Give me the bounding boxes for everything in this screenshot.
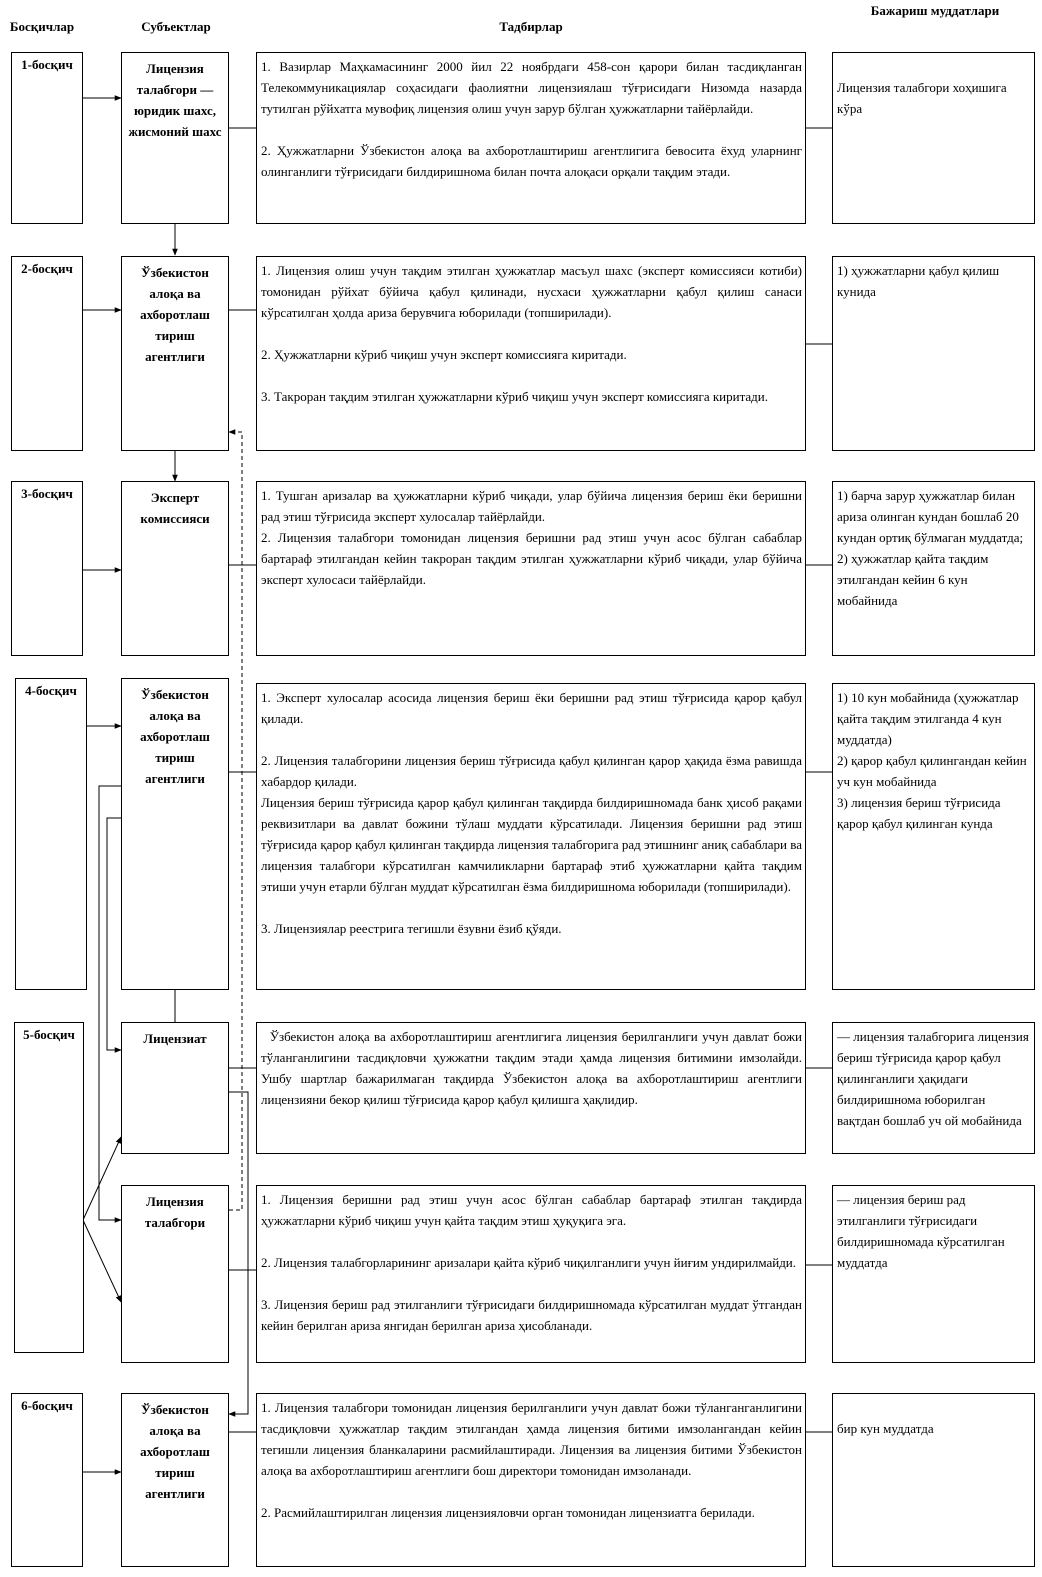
deadline-text: — лицензия талабгорига лицензия бериш тўғрисида қарор қабул қилинганлиги ҳақидаги билдиришнома юборилган вақтдан бошлаб уч ой мобайнида [837, 1029, 1029, 1128]
action-text: Ўзбекистон алоқа ва ахборотлаштириш агентлигига лицензия берилганлиги учун давлат божи тўланганлигини тасдиқловчи ҳужжатни тақдим этади ҳамда лицензия битимини имзолайди. Ушбу шартлар бажарилмаган тақдирда Ўзбекистон алоқа ва ахборотлаштириш агентлиги лицензияни бекор қилиш тўғрисида қарор қабул қилишга ҳақлидир. [261, 1029, 806, 1107]
actions-box-6 [256, 1185, 806, 1363]
arrow-stage5-licensee [83, 1137, 121, 1220]
actions-box-3 [256, 481, 806, 656]
action-text: 1. Вазирлар Маҳкамасининг 2000 йил 22 ноябрдаги 458-сон қарори билан тасдиқланган Телекоммуникациялар соҳасидаги фаолиятни лицензиялаш тўғрисидаги Низомда назарда тутилган рўйхатга мувофиқ лицензия олиш учун зарур бўлган ҳужжатларни тайёрлайди. [261, 59, 806, 116]
action-text: 2. Расмийлаштирилган лицензия лицензияловчи орган томонидан лицензиатга берилади. [261, 1505, 755, 1520]
deadline-text: 1) барча зарур ҳужжатлар билан ариза олинган кундан бошлаб 20 кундан ортиқ бўлмаган муддатда; [837, 488, 1024, 545]
deadline-text: — лицензия бериш рад этилганлиги тўғрисидаги билдиришномада кўрсатилган муддатда [837, 1192, 1005, 1270]
deadline-text: 1) 10 кун мобайнида (ҳужжатлар қайта тақдим этилганда 4 кун муддатда) [837, 690, 1019, 747]
subject-box-agency-6: Ўзбекистон алоқа ва ахборотлаш тириш агентлиги [121, 1393, 229, 1567]
header-stages: Босқичлар [9, 19, 75, 34]
deadline-box-5 [832, 1022, 1035, 1154]
action-text: 1. Лицензия беришни рад этиш учун асос бўлган сабаблар бартараф этилган тақдирда ҳужжатларни кўриб чиқиш учун қайта тақдим этиш ҳуқуқига эга. [261, 1192, 806, 1228]
actions-box-4 [256, 683, 806, 990]
actions-box-7 [256, 1393, 806, 1567]
action-text: 2. Лицензия талабгори томонидан лицензия беришни рад этиш учун асос бўлган сабаблар бартараф этилгандан кейин такроран тақдим этилган ҳужжатларни кўриб чиқади, улар бўйича эксперт хулосаси тайёрлайди. [261, 530, 806, 587]
deadline-text: Лицензия талабгори хоҳишига кўра [837, 80, 1007, 116]
actions-box-2 [256, 256, 806, 451]
arrow-stage5-applicant [83, 1220, 121, 1302]
subject-box-agency-2: Ўзбекистон алоқа ва ахборотлаш тириш агентлиги [121, 256, 229, 451]
deadline-text: 2) қарор қабул қилингандан кейин уч кун мобайнида [837, 753, 1027, 789]
stage-box-2: 2-босқич [11, 256, 83, 451]
action-text: Лицензия бериш тўғрисида қарор қабул қилинган тақдирда билдиришномада банк ҳисоб рақами реквизитлари ва давлат божини тўлаш муддати кўрсатилади. Лицензия беришни рад этиш тўғрисида қарор қабул қилинган тақдирда лицензия талабгорига рад этишнинг аниқ сабаблари ва лицензия талабгори кўрсатилган камчиликларни бартараф этиб ҳужжатларни қайта тақдим этиши учун етарли бўлган муддат кўрсатилган ёзма билдиришнома юборилади (топширилади). [261, 795, 806, 894]
arrow-subject4-to-licensee-branch [107, 818, 121, 1050]
deadline-text: бир кун муддатда [837, 1421, 934, 1436]
action-text: 2. Ҳужжатларни кўриб чиқиш учун эксперт комиссияга киритади. [261, 347, 627, 362]
subject-box-expert-commission: Эксперт комиссияси [121, 481, 229, 656]
subject-box-licensee: Лицензиат [121, 1022, 229, 1154]
actions-box-1 [256, 52, 806, 224]
deadline-text: 3) лицензия бериш тўғрисида қарор қабул қилинган кунда [837, 795, 1001, 831]
action-text: 2. Лицензия талабгорларининг аризалари қайта кўриб чиқилганлиги учун йиғим ундирилмайди. [261, 1255, 797, 1270]
action-text: 3. Такроран тақдим этилган ҳужжатларни кўриб чиқиш учун эксперт комиссияга киритади. [261, 389, 768, 404]
action-text: 3. Лицензия бериш рад этилганлиги тўғрисидаги билдиришномада кўрсатилган муддат ўтгандан кейин берилган ариза янгидан берилган ариза ҳисобланади. [261, 1297, 806, 1333]
subject-box-applicant-5: Лицензия талабгори [121, 1185, 229, 1363]
deadline-box-3 [832, 481, 1035, 656]
arrow-applicant-return-dashed [229, 432, 242, 1210]
stage-box-1: 1-босқич [11, 52, 83, 224]
subject-box-agency-4: Ўзбекистон алоқа ва ахборотлаш тириш агентлиги [121, 678, 229, 990]
deadline-text: 2) ҳужжатлар қайта тақдим этилгандан кейин 6 кун мобайнида [837, 551, 989, 608]
actions-box-5 [256, 1022, 806, 1154]
action-text: 1. Лицензия олиш учун тақдим этилган ҳужжатлар масъул шахс (эксперт комиссияси котиби) томонидан рўйхат бўйича қабул қилинади, нусхаси ҳужжатларни қабул қилиш санаси кўрсатилган ҳолда ариза берувчига юборилади (топширилади). [261, 263, 806, 320]
action-text: 2. Лицензия талабгорини лицензия бериш тўғрисида қабул қилинган қарор ҳақида ёзма равишда хабардор қилади. [261, 753, 806, 789]
deadline-box-1 [832, 52, 1035, 224]
deadline-box-4 [832, 683, 1035, 990]
action-text: 1. Тушган аризалар ва ҳужжатларни кўриб чиқади, улар бўйича лицензия бериш ёки беришни рад этиш тўғрисида эксперт хулосалар тайёрлайди. [261, 488, 806, 524]
stage-box-5: 5-босқич [14, 1022, 84, 1353]
header-actions: Тадбирлар [499, 19, 563, 34]
subject-box-applicant-1: Лицензия талабгори — юридик шахс, жисмоний шахс [121, 52, 229, 224]
arrow-subject4-licensee [99, 786, 121, 1220]
header-subjects: Субъектлар [141, 19, 211, 34]
action-text: 1. Лицензия талабгори томонидан лицензия берилганлиги учун давлат божи тўланганганлигини тасдиқловчи ҳужжатлар тақдим этилгандан ҳамда лицензия битими имзолангандан кейин тегишли лицензия бланкаларини расмийлаштиради. Лицензия ва лицензия битими Ўзбекистон алоқа ва ахборотлаштириш агентлиги бош директори томонидан имзоланади. [261, 1400, 806, 1478]
action-text: 3. Лицензиялар реестрига тегишли ёзувни ёзиб қўяди. [261, 921, 562, 936]
stage-box-4: 4-босқич [15, 678, 87, 990]
deadline-box-6 [832, 1185, 1035, 1363]
deadline-text: 1) ҳужжатларни қабул қилиш кунида [837, 263, 1000, 299]
arrow-licensee-stage6 [229, 1092, 248, 1414]
deadline-box-7 [832, 1393, 1035, 1567]
deadline-box-2 [832, 256, 1035, 451]
header-deadline: Бажариш муддатлари [870, 3, 1000, 18]
action-text: 1. Эксперт хулосалар асосида лицензия бериш ёки беришни рад этиш тўғрисида қарор қабул қилади. [261, 690, 806, 726]
stage-box-3: 3-босқич [11, 481, 83, 656]
action-text: 2. Ҳужжатларни Ўзбекистон алоқа ва ахборотлаштириш агентлигига бевосита ёхуд уларнинг олинганлиги тўғрисидаги билдиришнома билан почта алоқаси орқали тақдим этади. [261, 143, 806, 179]
stage-box-6: 6-босқич [11, 1393, 83, 1567]
